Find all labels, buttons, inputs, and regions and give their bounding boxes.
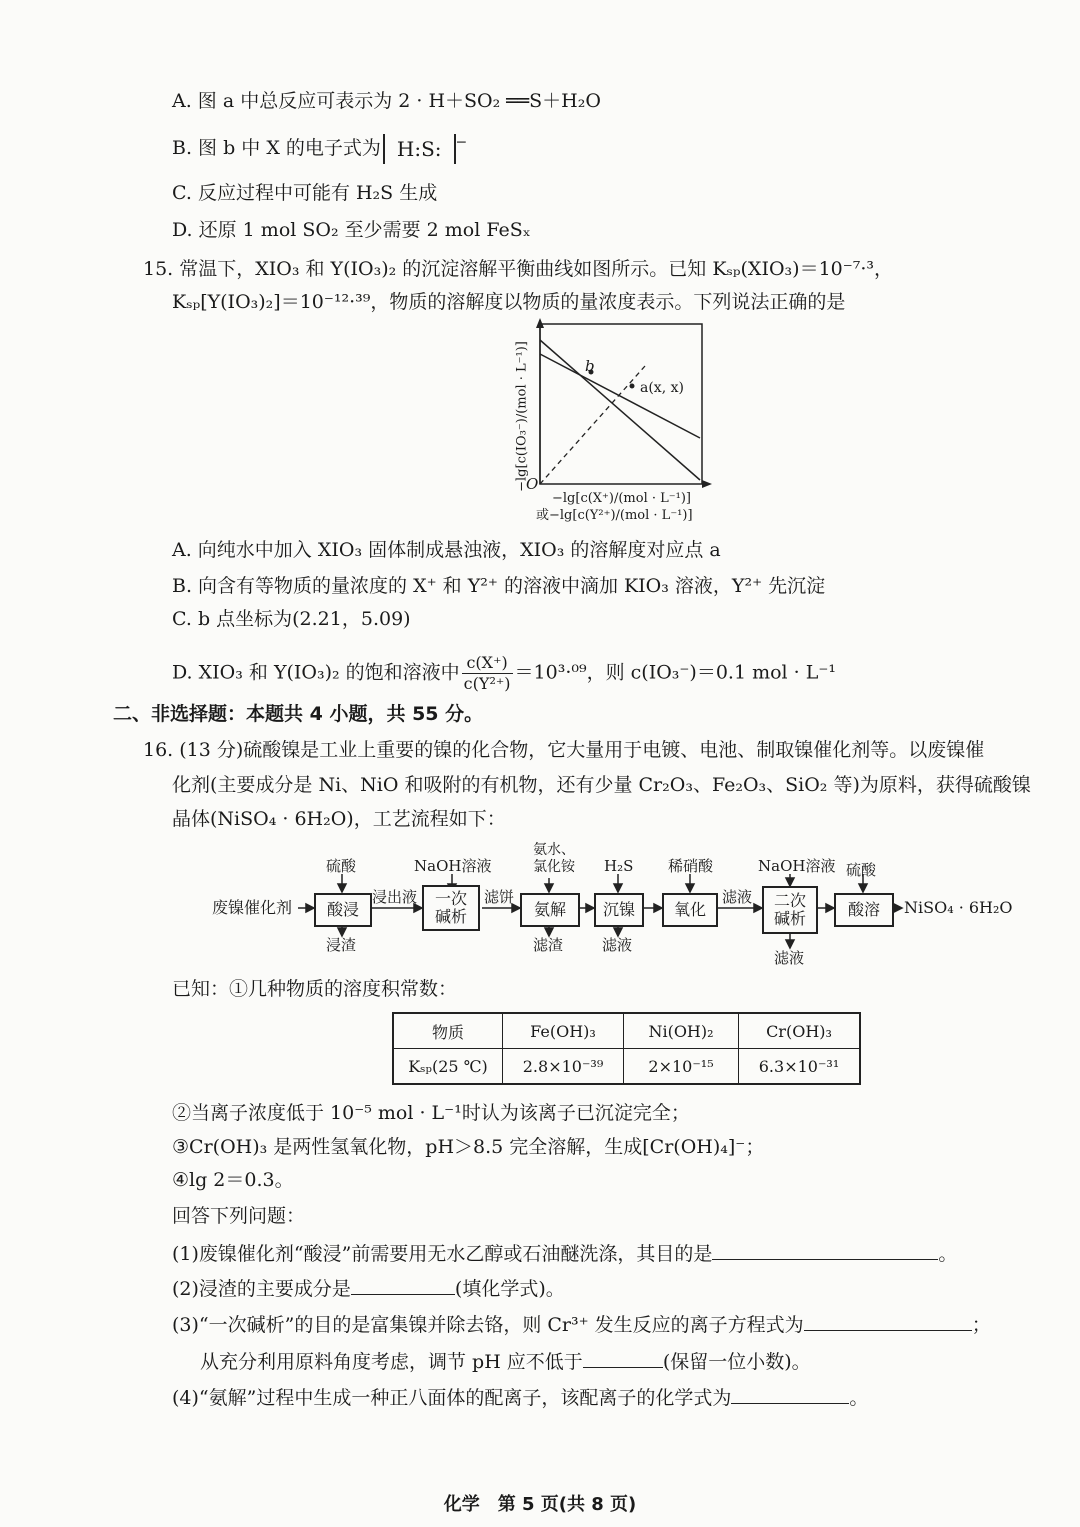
flow-link1: 浸出液 — [372, 888, 418, 906]
flow-box5-input: 稀硝酸 — [668, 857, 714, 875]
q16-known-3: ③Cr(OH)₃ 是两性氢氧化物，pH＞8.5 完全溶解，生成[Cr(OH)₄]⁻； — [172, 1136, 765, 1158]
ksp-header-cell: 物质 — [393, 1013, 503, 1049]
q16-part-3b-text: 从充分利用原料角度考虑，调节 pH 应不低于 — [200, 1351, 583, 1373]
flow-box-ammonolysis: 氨解 — [520, 893, 580, 927]
fraction — [462, 653, 513, 694]
q15-option-c: C. b 点坐标为(2.21，5.09) — [172, 608, 411, 630]
q16-part-2-end: (填化学式)。 — [454, 1278, 565, 1300]
flow-box3-input: 氨水、氯化铵 — [533, 842, 575, 875]
q16-part-3-end: ； — [971, 1314, 991, 1336]
q14-option-d: D. 还原 1 mol SO₂ 至少需要 2 mol FeSₓ — [172, 219, 531, 241]
flow-box6-input: NaOH溶液 — [758, 857, 836, 875]
flow-box-second-alkali: 二次碱析 — [762, 886, 818, 934]
q16-answer-prompt: 回答下列问题： — [172, 1205, 306, 1227]
point-a — [630, 384, 635, 389]
q15-option-d — [172, 653, 836, 694]
y-axis-arrow — [536, 318, 544, 328]
q14-option-a: A. 图 a 中总反应可表示为 2 · H＋SO₂ ══S＋H₂O — [172, 90, 601, 112]
q15-stem-line2: Kₛₚ[Y(IO₃)₂]＝10⁻¹²·³⁹，物质的溶解度以物质的量浓度表示。下列说法正确的是 — [172, 291, 846, 313]
graph-x-axis-label-2: 或−lg[c(Y²⁺)/(mol · L⁻¹)] — [536, 508, 693, 523]
flow-box1-output: 浸渣 — [326, 936, 357, 954]
graph-label-b: b — [585, 357, 595, 375]
ksp-header-cell: Fe(OH)₃ — [503, 1013, 624, 1049]
section-heading: 二、非选择题：本题共 4 小题，共 55 分。 — [113, 703, 484, 725]
ksp-table — [392, 1012, 861, 1085]
flow-box1-input: 硫酸 — [326, 857, 357, 875]
electron-formula — [383, 134, 456, 164]
q16-intro-line3: 晶体(NiSO₄ · 6H₂O)，工艺流程如下： — [172, 808, 506, 830]
line-xio3 — [540, 340, 700, 480]
q15-option-d-pre: D. XIO₃ 和 Y(IO₃)₂ 的饱和溶液中 — [172, 661, 460, 684]
flow-box-acid-leach: 酸浸 — [314, 893, 372, 927]
q16-part-4 — [172, 1383, 868, 1411]
q16-part-3b — [200, 1347, 811, 1375]
fraction-numerator: c(X⁺) — [462, 653, 513, 674]
q16-part-2 — [172, 1274, 565, 1302]
q15-option-d-post: ＝10³·⁰⁹，则 c(IO₃⁻)＝0.1 mol · L⁻¹ — [514, 661, 837, 684]
q16-part-2-text: (2)浸渣的主要成分是 — [172, 1278, 351, 1300]
q16-part-3b-end: (保留一位小数)。 — [662, 1351, 811, 1373]
ksp-cell: 6.3×10⁻³¹ — [739, 1049, 861, 1085]
flow-box4-output: 滤液 — [602, 936, 633, 954]
q16-intro-line1: 16. (13 分)硫酸镍是工业上重要的镍的化合物，它大量用于电镀、电池、制取镍催化剂等。以废镍催 — [143, 739, 985, 761]
q14-option-b-text: B. 图 b 中 X 的电子式为 — [172, 137, 381, 159]
q15-stem-line1: 15. 常温下，XIO₃ 和 Y(IO₃)₂ 的沉淀溶解平衡曲线如图所示。已知 Kₛₚ(XIO₃)＝10⁻⁷·³， — [143, 258, 894, 280]
q16-part-1-end: 。 — [938, 1243, 958, 1265]
q16-known-4: ④lg 2＝0.3。 — [172, 1169, 294, 1191]
q16-part-3-text: (3)“一次碱析”的目的是富集镍并除去铬，则 Cr³⁺ 发生反应的离子方程式为 — [172, 1314, 804, 1336]
ksp-header-cell: Ni(OH)₂ — [624, 1013, 739, 1049]
q15-option-b: B. 向含有等物质的量浓度的 X⁺ 和 Y²⁺ 的溶液中滴加 KIO₃ 溶液，Y²⁺ 先沉淀 — [172, 575, 826, 597]
flow-box7-input: 硫酸 — [846, 861, 877, 879]
answer-blank-4[interactable] — [583, 1347, 663, 1368]
answer-blank-2[interactable] — [351, 1274, 455, 1295]
q16-known-1: 已知：①几种物质的溶度积常数： — [172, 978, 458, 1000]
ksp-header-cell: Cr(OH)₃ — [739, 1013, 861, 1049]
graph-y-axis-label: −lg[c(IO₃⁻)/(mol · L⁻¹)] — [514, 341, 530, 492]
q16-part-1-text: (1)废镍催化剂“酸浸”前需要用无水乙醇或石油醚洗涤，其目的是 — [172, 1243, 713, 1265]
answer-blank-3[interactable] — [804, 1310, 972, 1331]
flow-link5: 滤液 — [722, 888, 753, 906]
flow-box-oxidation: 氧化 — [662, 893, 718, 927]
ksp-cell: 2.8×10⁻³⁹ — [503, 1049, 624, 1085]
q14-option-b: B. 图 b 中 X 的电子式为 H:S: − — [172, 134, 467, 164]
q15-option-a: A. 向纯水中加入 XIO₃ 固体制成悬浊液，XIO₃ 的溶解度对应点 a — [172, 539, 721, 561]
graph-origin: O — [526, 475, 539, 493]
q16-intro-line2: 化剂(主要成分是 Ni、NiO 和吸附的有机物，还有少量 Cr₂O₃、Fe₂O₃、SiO₂ 等)为原料，获得硫酸镍 — [172, 774, 1031, 796]
ksp-cell: 2×10⁻¹⁵ — [624, 1049, 739, 1085]
flow-box2-input: NaOH溶液 — [414, 857, 492, 875]
flow-box-first-alkali: 一次碱析 — [422, 885, 480, 931]
flow-box4-input: H₂S — [604, 857, 634, 875]
flow-box6-output: 滤液 — [774, 949, 805, 967]
answer-blank-1[interactable] — [712, 1239, 938, 1260]
q16-part-1 — [172, 1239, 957, 1267]
q16-part-3 — [172, 1310, 991, 1338]
flow-start: 废镍催化剂 — [212, 898, 293, 917]
ksp-table-row — [393, 1049, 860, 1085]
ksp-cell: Kₛₚ(25 ℃) — [393, 1049, 503, 1085]
answer-blank-5[interactable] — [731, 1383, 849, 1404]
q16-part-4-end: 。 — [849, 1387, 869, 1409]
electron-formula-text: H:S: — [396, 137, 442, 161]
page-footer: 化学 第 5 页(共 8 页) — [443, 1494, 637, 1515]
ksp-table-header-row — [393, 1013, 860, 1049]
x-axis-arrow — [702, 480, 712, 488]
flow-end: NiSO₄ · 6H₂O — [904, 898, 1013, 917]
q14-option-c: C. 反应过程中可能有 H₂S 生成 — [172, 182, 438, 204]
flow-box3-output: 滤渣 — [533, 936, 564, 954]
q16-known-2: ②当离子浓度低于 10⁻⁵ mol · L⁻¹时认为该离子已沉淀完全； — [172, 1102, 690, 1124]
flow-box-acid-dissolve: 酸溶 — [834, 893, 894, 927]
fraction-denominator: c(Y²⁺) — [463, 674, 511, 693]
line-dashed-diagonal — [540, 366, 645, 484]
graph-label-a: a(x, x) — [640, 380, 684, 396]
q16-part-4-text: (4)“氨解”过程中生成一种正八面体的配离子，该配离子的化学式为 — [172, 1387, 732, 1409]
flow-box-nickel-precipitation: 沉镍 — [594, 893, 644, 927]
graph-x-axis-label-1: −lg[c(X⁺)/(mol · L⁻¹)] — [552, 491, 691, 506]
flow-link2: 滤饼 — [484, 888, 515, 906]
